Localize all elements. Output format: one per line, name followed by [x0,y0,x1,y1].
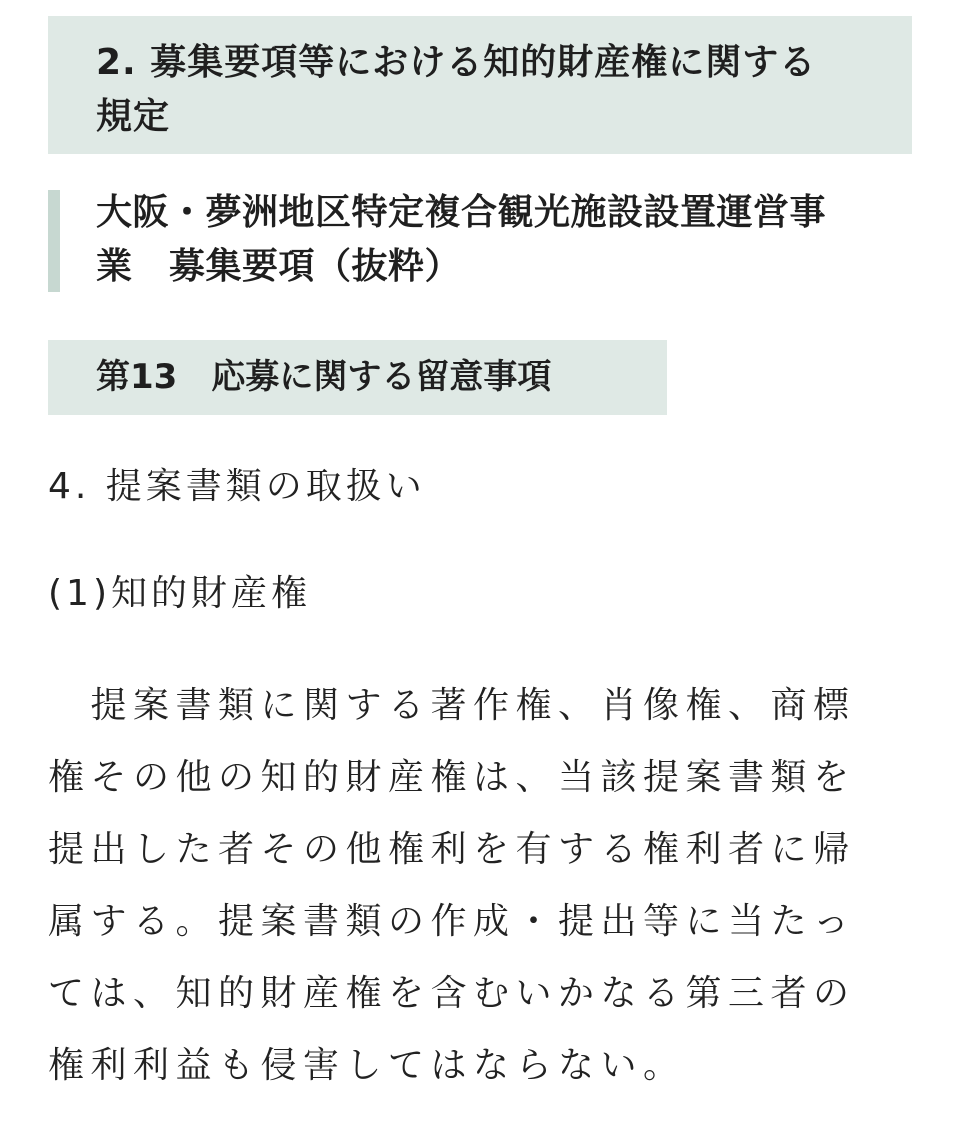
body-line: 提出した者その他権利を有する権利者に帰 [48,829,856,870]
section-heading-box [48,16,912,154]
source-title-line-2: 業 募集要項（抜粋） [96,246,462,287]
body-line: ては、知的財産権を含むいかなる第三者の [48,973,856,1014]
source-quote-block [48,190,912,292]
body-line: 権その他の知的財産権は、当該提案書類を [48,757,856,798]
section-title [96,36,872,144]
subitem-heading: (1)知的財産権 [48,573,311,614]
item-heading: 4. 提案書類の取扱い [48,466,426,507]
body-paragraph [48,670,888,1102]
subheading: 第13 応募に関する留意事項 [96,357,552,397]
section-title-line-2: 規定 [96,96,171,137]
body-line: 権利利益も侵害してはならない。 [48,1045,686,1086]
subheading-box [48,340,667,415]
section-title-line-1: 2. 募集要項等における知的財産権に関する [96,42,817,83]
body-line: 提案書類に関する著作権、肖像権、商標 [48,685,856,726]
source-title-line-1: 大阪・夢洲地区特定複合観光施設設置運営事 [96,192,827,233]
source-title [96,186,892,294]
body-line: 属する。提案書類の作成・提出等に当たっ [48,901,856,942]
